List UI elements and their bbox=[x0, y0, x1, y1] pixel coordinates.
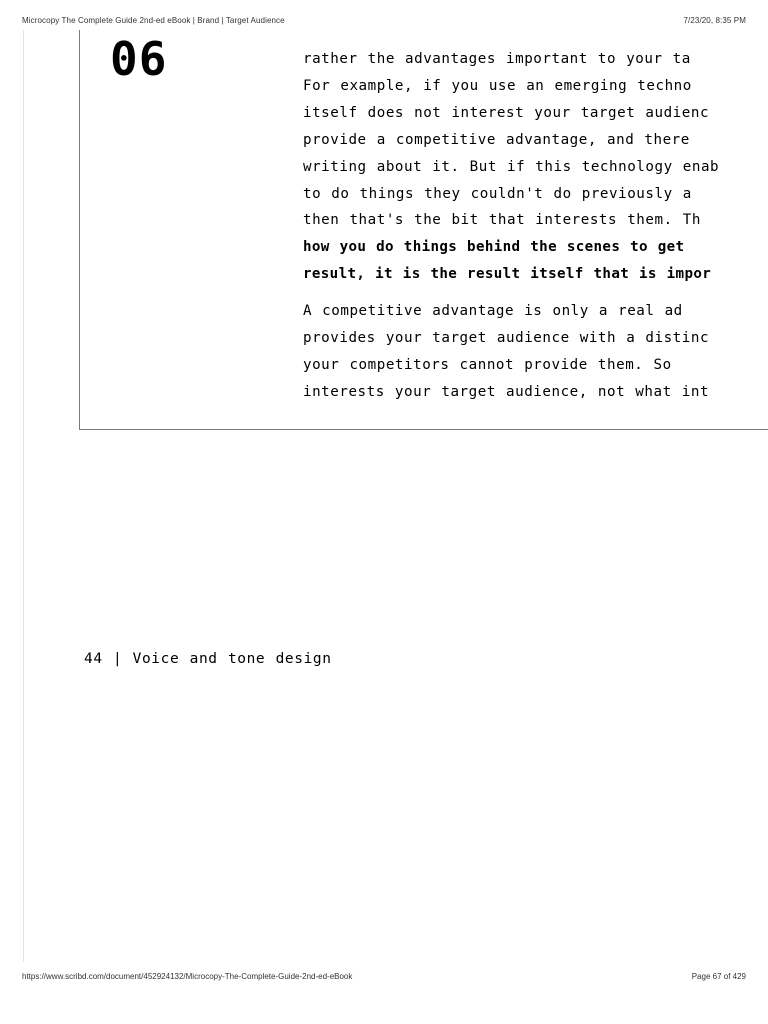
text-line: provides your target audience with a distinc bbox=[303, 330, 710, 347]
page-counter: Page 67 of 429 bbox=[691, 972, 746, 981]
text-line bbox=[303, 207, 748, 234]
chapter-number: 06 bbox=[110, 32, 168, 86]
paragraph-gap bbox=[303, 288, 748, 298]
page-edge-line bbox=[23, 30, 24, 962]
text-line: writing about it. But if this technology enab bbox=[303, 158, 720, 175]
text-span: then that's the bit that interests them. Th bbox=[303, 212, 701, 229]
print-datetime: 7/23/20, 8:35 PM bbox=[683, 16, 746, 25]
print-header bbox=[22, 16, 746, 25]
page-number-label: 44 | Voice and tone design bbox=[84, 651, 332, 667]
text-line: A competitive advantage is only a real ad bbox=[303, 303, 683, 320]
paragraph bbox=[303, 298, 748, 406]
text-line-bold: result, it is the result itself that is impor bbox=[303, 266, 712, 283]
print-footer bbox=[22, 972, 746, 981]
text-line: For example, if you use an emerging techno bbox=[303, 77, 692, 94]
document-title: Microcopy The Complete Guide 2nd-ed eBook | Brand | Target Audience bbox=[22, 16, 285, 25]
text-line: rather the advantages important to your ta bbox=[303, 51, 691, 67]
text-line: itself does not interest your target audienc bbox=[303, 104, 710, 121]
source-url: https://www.scribd.com/document/452924132/Microcopy-The-Complete-Guide-2nd-ed-eBook bbox=[22, 972, 353, 981]
text-line-bold: how you do things behind the scenes to get bbox=[303, 239, 685, 256]
text-line: provide a competitive advantage, and there bbox=[303, 131, 690, 148]
text-line: to do things they couldn't do previously a bbox=[303, 185, 692, 202]
text-line: your competitors cannot provide them. So bbox=[303, 356, 672, 373]
text-line: interests your target audience, not what int bbox=[303, 383, 710, 400]
body-text bbox=[303, 46, 748, 406]
paragraph bbox=[303, 46, 748, 288]
